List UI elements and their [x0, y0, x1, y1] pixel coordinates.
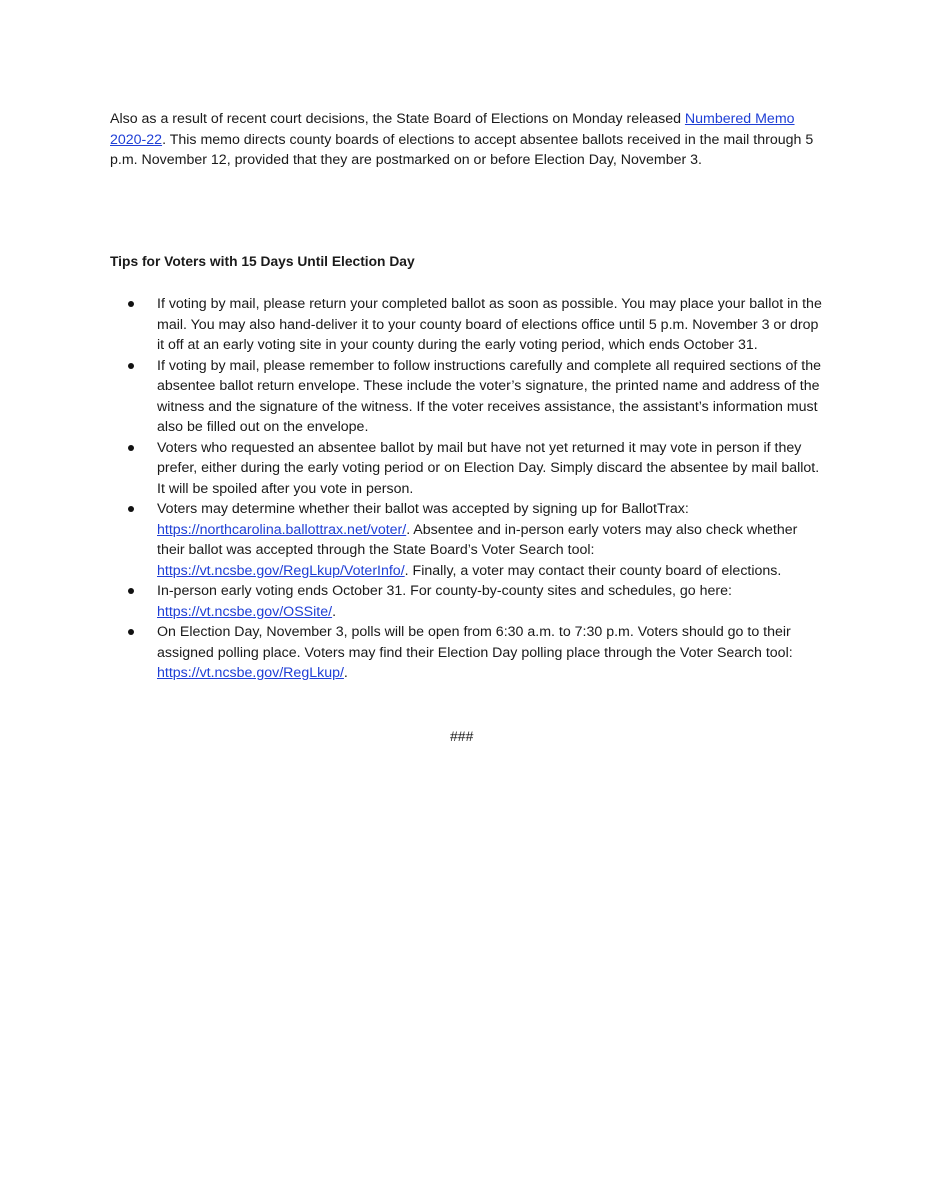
list-item [110, 499, 822, 581]
bullet-icon [128, 363, 134, 369]
intro-text-before: Also as a result of recent court decisions, the State Board of Elections on Monday released [110, 111, 685, 127]
reglkup-link[interactable]: https://vt.ncsbe.gov/RegLkup/ [157, 665, 344, 681]
tip-text: . Absentee and in-person early voters may also check whether their ballot was accepted through the State Board’s Voter Search tool: [157, 521, 798, 558]
document-page [110, 109, 822, 744]
end-mark: ### [450, 728, 474, 744]
list-item [110, 438, 822, 500]
tip-text: If voting by mail, please remember to follow instructions carefully and complete all required sections of the absentee ballot return envelope. These include the voter’s signature, the printed name and address of the witness and the signature of the witness. If the voter receives assistance, the assistant’s information must also be filled out on the envelope. [157, 357, 821, 435]
tip-text: On Election Day, November 3, polls will be open from 6:30 a.m. to 7:30 p.m. Voters should go to their assigned polling place. Voters may find their Election Day polling place through the Voter Search tool: [157, 624, 793, 661]
tip-text: In-person early voting ends October 31. For county-by-county sites and schedules, go here: [157, 583, 732, 599]
tips-list [110, 294, 822, 684]
bullet-icon [128, 506, 134, 512]
list-item [110, 294, 822, 356]
tip-text: If voting by mail, please return your completed ballot as soon as possible. You may place your ballot in the mail. You may also hand-deliver it to your county board of elections office until 5 p.m. November 3 or drop it off at an early voting site in your county during the early voting period, which ends October 31. [157, 296, 822, 353]
voter-info-link[interactable]: https://vt.ncsbe.gov/RegLkup/VoterInfo/ [157, 562, 405, 579]
bullet-icon [128, 588, 134, 594]
tip-text: . [343, 665, 348, 681]
list-item [110, 581, 822, 622]
bullet-icon [128, 445, 134, 451]
bullet-icon [128, 629, 134, 635]
intro-text-after: . This memo directs county boards of elections to accept absentee ballots received in the mail through 5 p.m. November 12, provided that they are postmarked on or before Election Day, November 3. [110, 131, 814, 168]
ballottrax-link[interactable]: https://northcarolina.ballottrax.net/voter/ [157, 521, 407, 538]
tip-text: . Finally, a voter may contact their county board of elections. [404, 562, 782, 579]
ossite-link[interactable]: https://vt.ncsbe.gov/OSSite/ [157, 603, 333, 620]
list-item [110, 622, 822, 684]
tip-text: . [332, 603, 337, 620]
intro-paragraph [110, 109, 822, 171]
tips-heading: Tips for Voters with 15 Days Until Election Day [110, 254, 415, 269]
numbered-memo-link[interactable]: Numbered Memo 2020-22 [110, 111, 795, 148]
tip-text: Voters who requested an absentee ballot by mail but have not yet returned it may vote in person if they prefer, either during the early voting period or on Election Day. Simply discard the absentee by mail ballot. It will be spoiled after you vote in person. [157, 439, 820, 497]
tip-text: Voters may determine whether their ballot was accepted by signing up for BallotTrax: [157, 501, 689, 517]
list-item [110, 356, 822, 438]
bullet-icon [128, 301, 134, 307]
